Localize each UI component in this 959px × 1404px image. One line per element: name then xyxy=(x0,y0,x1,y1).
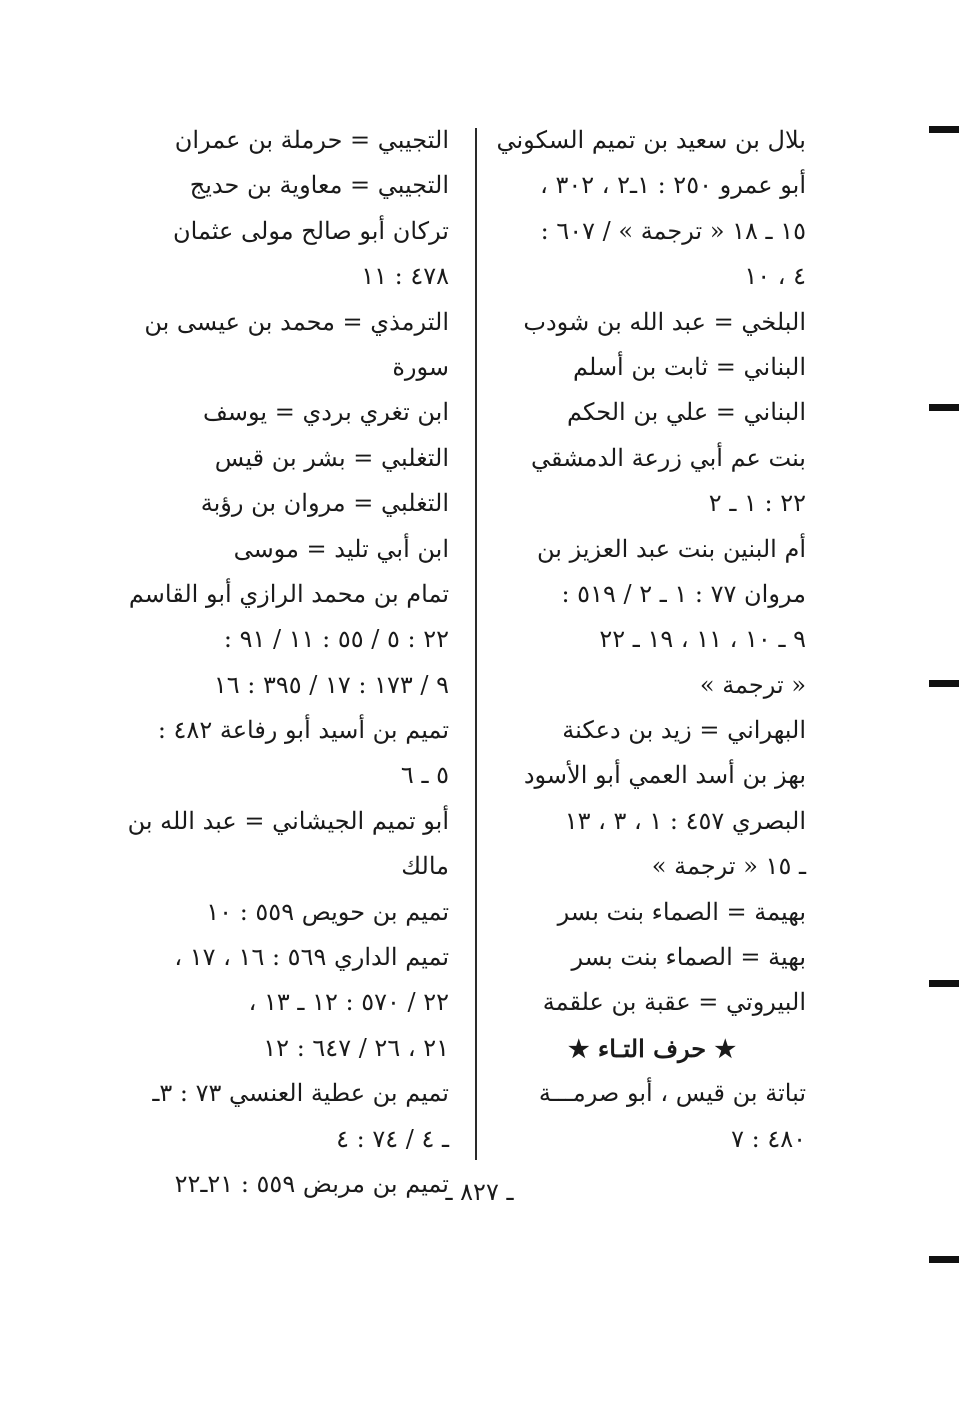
index-entry-line: ٢٢ / ٥٧٠ : ١٢ ـ ١٣ ، xyxy=(248,988,449,1017)
index-entry-line: بهية = الصماء بنت بسر xyxy=(571,943,806,972)
index-entry-line: بهيمة = الصماء بنت بسر xyxy=(557,897,806,926)
index-entry-line: البيروتي = عقبة بن علقمة xyxy=(542,988,806,1017)
index-entry-line: التجيبي = حرملة بن عمران xyxy=(174,126,449,154)
index-entry-line: مروان ٧٧ : ١ ـ ٢ / ٥١٩ : xyxy=(561,579,806,608)
index-entry-line: بنت عم أبي زرعة الدمشقي xyxy=(530,443,806,472)
edge-mark xyxy=(929,1256,959,1263)
index-entry-line: ١٥ ـ ١٨ « ترجمة » / ٦٠٧ : xyxy=(540,216,806,245)
index-entry-line: البناني = ثابت بن أسلم xyxy=(573,352,806,381)
index-entry-line: ٩ ـ ١٠ ، ١١ ، ١٩ ـ ٢٢ xyxy=(599,625,806,654)
index-entry-line: ٢١ ، ٢٦ / ٦٤٧ : ١٢ xyxy=(263,1033,449,1062)
index-entry-line: ٢٢ : ١ ـ ٢ xyxy=(708,489,806,518)
index-entry-line: سورة xyxy=(392,352,449,381)
edge-mark xyxy=(929,680,959,687)
index-entry-line: ٤٨٠ : ٧ xyxy=(731,1124,806,1153)
index-entry-line: التغلبي = مروان بن رؤبة xyxy=(200,489,449,518)
index-entry-line: أبو تميم الجيشاني = عبد الله بن xyxy=(127,806,449,835)
index-entry-line: ٩ / ١٧٣ : ١٧ / ٣٩٥ : ١٦ xyxy=(213,670,449,699)
index-entry-line: التغلبي = بشر بن قيس xyxy=(214,443,449,472)
index-entry-line: ٤٧٨ : ١١ xyxy=(361,262,449,291)
index-entry-line: ٢٢ : ٥ / ٥٥ : ١١ / ٩١ : xyxy=(223,625,449,654)
index-entry-line: ٥ ـ ٦ xyxy=(400,761,449,790)
index-entry-line: تميم بن عطية العنسي ٧٣ : ٣ـ xyxy=(152,1079,449,1108)
index-entry-line: ابن تغري بردي = يوسف xyxy=(203,398,449,427)
index-entry-line: البلخي = عبد الله بن شودب xyxy=(523,307,806,336)
index-entry-line: أبو عمرو ٢٥٠ : ١ـ٢ ، ٣٠٢ ، xyxy=(540,171,806,200)
index-entry-line: ابن أبي تليد = موسى xyxy=(233,534,449,563)
index-entry-line: التجيبي = معاوية بن حديج xyxy=(189,171,449,200)
section-heading: ★ حرف التـاء ★ xyxy=(568,1033,736,1063)
index-entry-line: تميم الداري ٥٦٩ : ١٦ ، ١٧ ، xyxy=(174,943,449,972)
index-entry-line: البصري ٤٥٧ : ١ ، ٣ ، ١٣ xyxy=(564,806,806,835)
index-entry-line: ـ ١٥ « ترجمة » xyxy=(651,852,806,881)
right-column xyxy=(498,118,806,1162)
index-entry-line: بهز بن أسد العمي أبو الأسود xyxy=(523,761,806,790)
edge-mark xyxy=(929,126,959,133)
index-entry-line: تمام بن محمد الرازي أبو القاسم xyxy=(128,579,449,608)
index-entry-line: « ترجمة » xyxy=(699,670,806,699)
index-entry-line: تميم بن حويص ٥٥٩ : ١٠ xyxy=(206,897,449,926)
index-entry-line: بلال بن سعيد بن تميم السكوني xyxy=(496,126,806,154)
index-entry-line: البناني = علي بن الحكم xyxy=(566,398,806,427)
index-entry-line: تميم بن مربض ٥٥٩ : ٢١ـ٢٢ xyxy=(174,1169,449,1198)
edge-mark xyxy=(929,980,959,987)
index-entry-line: البهراني = زيد بن دعكنة xyxy=(562,716,806,745)
index-entry-line: تميم بن أسيد أبو رفاعة ٤٨٢ : xyxy=(157,716,449,745)
index-entry-line: ٤ ، ١٠ xyxy=(744,262,806,291)
index-entry-line: تباتة بن قيس ، أبو صرمـــة xyxy=(538,1079,806,1108)
index-entry-line: الترمذي = محمد بن عيسى بن xyxy=(144,307,449,336)
page-number: ـ ٨٢٧ ـ xyxy=(445,1178,514,1206)
column-divider xyxy=(475,128,477,1160)
index-entry-line: مالك xyxy=(401,852,449,881)
index-entry-line: ـ ٤ / ٧٤ : ٤ xyxy=(336,1124,449,1153)
index-entry-line: تركان أبو صالح مولى عثمان xyxy=(173,216,449,245)
index-entry-line: أم البنين بنت عبد العزيز بن xyxy=(537,534,806,563)
edge-mark xyxy=(929,404,959,411)
left-column xyxy=(127,118,449,1207)
